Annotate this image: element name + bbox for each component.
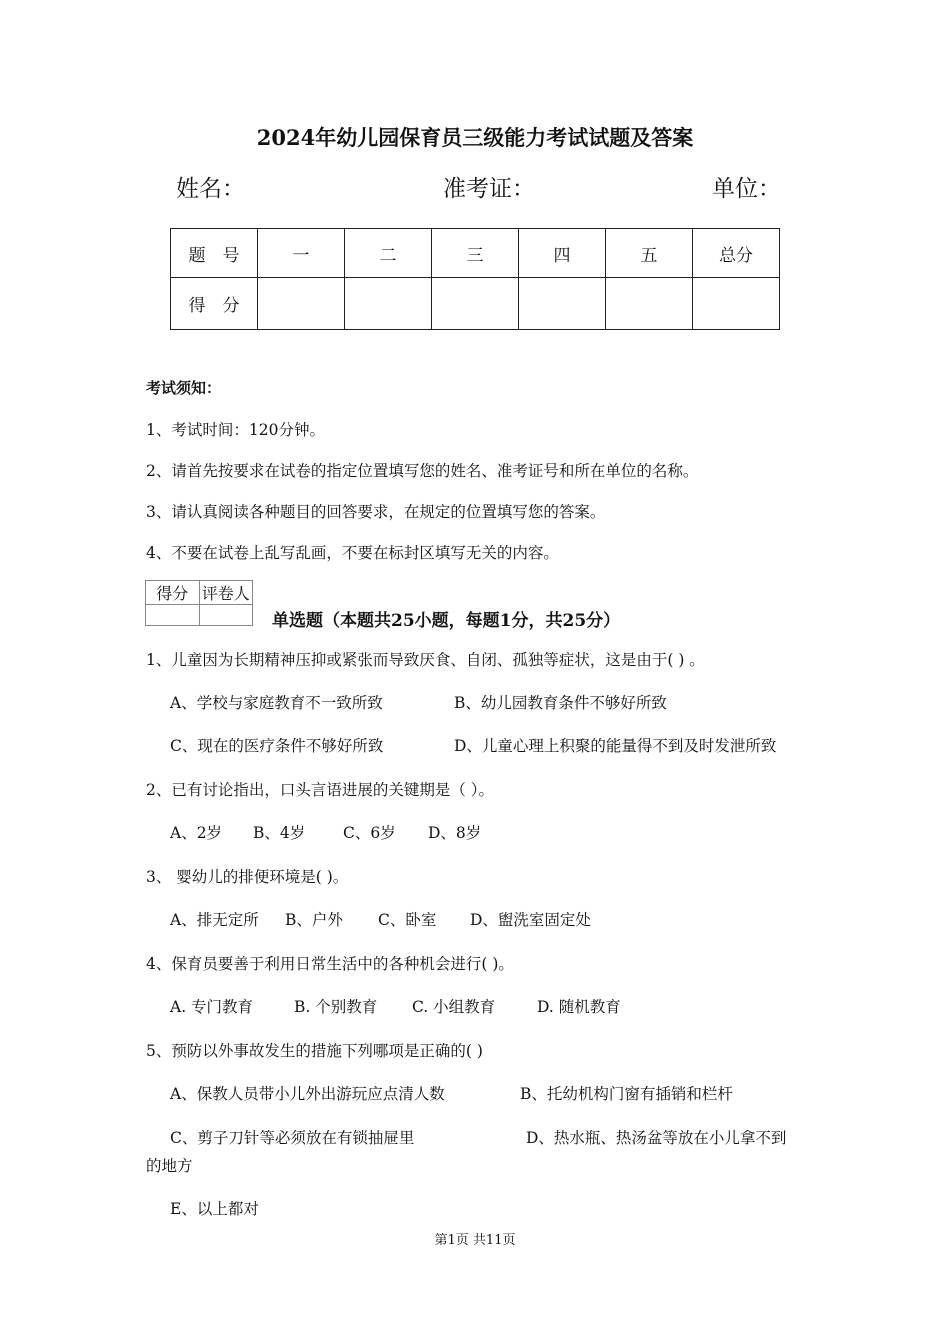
option-d: D、8岁 xyxy=(428,824,482,842)
option-b: B、户外 xyxy=(285,911,343,929)
option-b: B、幼儿园教育条件不够好所致 xyxy=(454,694,667,712)
question-stem: 3、 婴幼儿的排便环境是( )。 xyxy=(146,868,349,886)
score-row-label: 得 分 xyxy=(171,278,258,330)
notice-item: 1、考试时间：120分钟。 xyxy=(146,421,325,439)
score-cell[interactable] xyxy=(432,278,519,330)
notice-heading: 考试须知： xyxy=(146,379,222,397)
notice-item: 3、请认真阅读各种题目的回答要求，在规定的位置填写您的答案。 xyxy=(146,503,606,521)
score-cell[interactable] xyxy=(693,278,780,330)
score-cell[interactable] xyxy=(345,278,432,330)
score-table-header-row xyxy=(171,229,780,278)
question-stem: 4、保育员要善于利用日常生活中的各种机会进行( )。 xyxy=(146,955,514,973)
document-title: 2024年幼儿园保育员三级能力考试试题及答案 xyxy=(256,125,694,150)
option-d: D. 随机教育 xyxy=(537,998,621,1016)
name-field-label: 姓名： xyxy=(176,176,245,202)
option-b: B. 个别教育 xyxy=(294,998,378,1016)
score-table-header-cell: 二 xyxy=(345,229,432,278)
grader-box xyxy=(145,580,253,626)
grader-box-score-cell[interactable] xyxy=(146,605,200,626)
grader-box-score-label: 得分 xyxy=(146,581,200,605)
grader-box-grader-label: 评卷人 xyxy=(199,581,253,605)
score-table-header-cell: 一 xyxy=(258,229,345,278)
option-d: D、盥洗室固定处 xyxy=(470,911,591,929)
question-stem: 2、已有讨论指出，口头言语进展的关键期是（ ）。 xyxy=(146,781,495,799)
option-b: B、4岁 xyxy=(253,824,306,842)
option-d-continuation: 的地方 xyxy=(146,1157,193,1175)
score-table-header-cell: 三 xyxy=(432,229,519,278)
option-e: E、以上都对 xyxy=(170,1200,259,1218)
option-d: D、儿童心理上积聚的能量得不到及时发泄所致 xyxy=(454,737,777,755)
exam-id-field-label: 准考证： xyxy=(443,176,535,202)
option-c: C、6岁 xyxy=(343,824,396,842)
option-d: D、热水瓶、热汤盆等放在小儿拿不到 xyxy=(526,1129,787,1147)
option-b: B、托幼机构门窗有插销和栏杆 xyxy=(520,1085,733,1103)
option-c: C、剪子刀针等必须放在有锁抽屉里 xyxy=(170,1129,415,1147)
unit-field-label: 单位： xyxy=(712,176,781,202)
option-a: A、学校与家庭教育不一致所致 xyxy=(170,694,383,712)
score-table-header-cell: 四 xyxy=(519,229,606,278)
option-c: C. 小组教育 xyxy=(412,998,496,1016)
score-table xyxy=(170,228,780,330)
score-table-header-cell: 题 号 xyxy=(171,229,258,278)
page-footer: 第1页 共11页 xyxy=(434,1233,516,1248)
score-table-score-row xyxy=(171,278,780,330)
option-c: C、卧室 xyxy=(378,911,437,929)
notice-item: 4、不要在试卷上乱写乱画，不要在标封区填写无关的内容。 xyxy=(146,544,559,562)
section-title: 单选题（本题共25小题，每题1分，共25分） xyxy=(272,611,621,631)
question-stem: 1、儿童因为长期精神压抑或紧张而导致厌食、自闭、孤独等症状，这是由于( ) 。 xyxy=(146,651,705,669)
score-table-header-cell: 总分 xyxy=(693,229,780,278)
option-a: A. 专门教育 xyxy=(170,998,254,1016)
score-table-header-cell: 五 xyxy=(606,229,693,278)
option-a: A、保教人员带小儿外出游玩应点清人数 xyxy=(170,1085,445,1103)
score-cell[interactable] xyxy=(258,278,345,330)
option-a: A、2岁 xyxy=(170,824,223,842)
notice-item: 2、请首先按要求在试卷的指定位置填写您的姓名、准考证号和所在单位的名称。 xyxy=(146,462,699,480)
question-stem: 5、预防以外事故发生的措施下列哪项是正确的( ) xyxy=(146,1042,483,1060)
score-cell[interactable] xyxy=(519,278,606,330)
grader-box-grader-cell[interactable] xyxy=(199,605,253,626)
score-cell[interactable] xyxy=(606,278,693,330)
option-c: C、现在的医疗条件不够好所致 xyxy=(170,737,384,755)
option-a: A、排无定所 xyxy=(170,911,259,929)
